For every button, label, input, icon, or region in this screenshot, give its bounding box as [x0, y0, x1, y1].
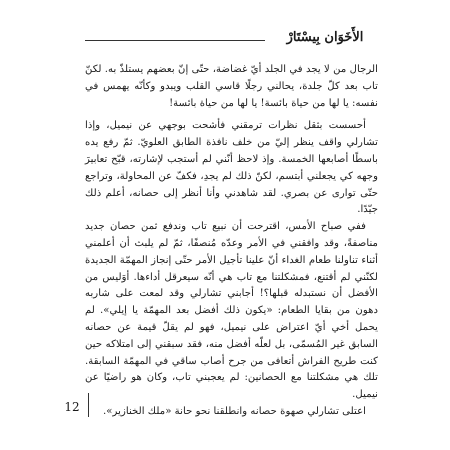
footer-rule	[88, 393, 89, 417]
paragraph: الرجال من لا يجد في الجلد أيّ غضاضة، حتّى إنّ بعضهم يستلذّ به. لكنّ تاب بعد كلّ جلدة، يحالني رجلًا قاسي القلب ويبدو وكأنّه يهمس في نفسه: يا لها من حياة بائسة! يا لها من حياة بائسة!	[85, 64, 378, 109]
header-rule	[85, 40, 265, 41]
paragraph: ففي صباح الأمس، اقترحت أن نبيع تاب وندفع ثمن حصان جديد مناصفةً، وقد وافقني في الأمر وعدّه مُنصفًا، ثمّ لم يلبث أن أعلمني أثناء تناولنا طعام الغداء أنّ علينا تأجيل الأمر حتّى إنجاز المهمّة الجديدة لكنّني لم أقتنع، فمشكلتنا مع تاب هي أنّه سيعرقل أداءها. أوَليس من الأفضل أن نستبدله قبلها؟! أجابني تشارلي وقد لمعت على شاربه دهون من بقايا الطعام: «يكون ذلك أفضل بعد المهمّة يا إيلي». لم يحمل أخي أيّ اعتراض على نيميل، فهو لم يقلّ قيمة عن حصانه السابق غير المُسمّى، بل لعلّه أفضل منه، فقد سبقني إلى امتلاكه حين كنت طريح الفراش أتعافى من جرح أصاب ساقي في المهمّة السابقة. تلك هي مشكلتنا مع الحصانين: لم يعجبني تاب، وكان هو راضيًا عن نيميل.	[85, 221, 378, 401]
page-number: 12	[64, 400, 80, 414]
paragraph: أحسست بثقل نظرات ترمقني فأشحت بوجهي عن نيميل، وإذا تشارلي واقف ينظر إليّ من خلف نافذة الطابق العلويّ. ثمّ رفع يده باسطًا أصابعها الخمسة. وإذ لاحظ أنّني لم أستجب لإشارته، قبّح تعابيرَ وجهه كي يجعلني أبتسم، لكنّ ذلك لم يجدِ، فكفّ عن المحاولة، وتراجع حتّى توارى عن بصري. لقد شاهدني وأنا أنظر إلى حصانه، أعلم ذلك جيّدًا.	[85, 120, 378, 216]
body-text	[85, 62, 378, 421]
paragraph: اعتلى تشارلي صهوة حصانه وانطلقنا نحو حانة «ملك الخنازير».	[103, 405, 366, 417]
running-header	[0, 28, 450, 48]
book-title: الأَخَوَان بِيسْتَارْ	[286, 30, 364, 45]
